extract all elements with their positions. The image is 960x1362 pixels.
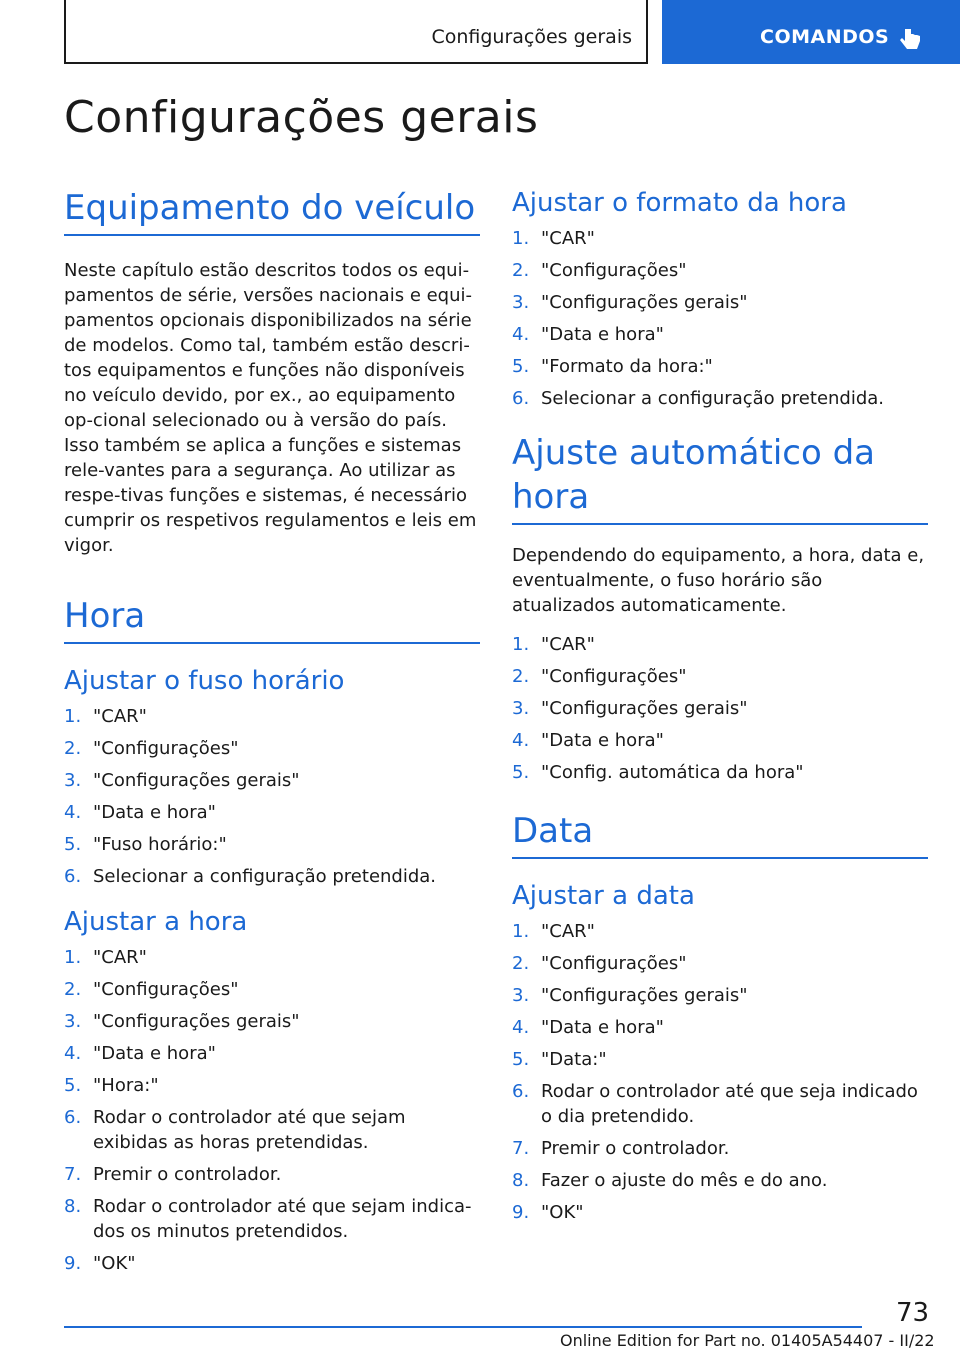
list-item: 4. "Data e hora" bbox=[512, 1017, 664, 1038]
list-item: 8. Rodar o controlador até que sejam indica-dos os minutos pretendidos. bbox=[64, 1196, 472, 1242]
list-item: 3. "Configurações gerais" bbox=[64, 770, 300, 791]
footer-divider bbox=[64, 1326, 862, 1328]
section-title-equipment: Equipamento do veículo bbox=[64, 186, 480, 236]
list-item: 8. Fazer o ajuste do mês e do ano. bbox=[512, 1170, 828, 1191]
set-date-steps bbox=[512, 919, 928, 1225]
header-section-title: Configurações gerais bbox=[431, 26, 632, 48]
list-item: 5. "Fuso horário:" bbox=[64, 834, 227, 855]
list-item: 2. "Configurações" bbox=[512, 953, 687, 974]
list-item: 9. "OK" bbox=[64, 1253, 136, 1274]
list-item: 2. "Configurações" bbox=[64, 738, 239, 759]
right-column bbox=[512, 186, 928, 1232]
list-item: 2. "Configurações" bbox=[64, 979, 239, 1000]
header-chapter-label: COMANDOS bbox=[760, 26, 890, 48]
left-column bbox=[64, 186, 480, 1283]
list-item: 7. Premir o controlador. bbox=[64, 1164, 282, 1185]
section-title-data: Data bbox=[512, 809, 928, 859]
list-item: 6. Selecionar a configuração pretendida. bbox=[64, 866, 437, 887]
section-title-hora: Hora bbox=[64, 594, 480, 644]
auto-time-steps bbox=[512, 632, 928, 785]
list-item: 3. "Configurações gerais" bbox=[512, 698, 748, 719]
list-item: 5. "Config. automática da hora" bbox=[512, 762, 804, 783]
header-section-box bbox=[64, 0, 648, 64]
list-item: 2. "Configurações" bbox=[512, 666, 687, 687]
list-item: 6. Rodar o controlador até que sejam exibidas as horas pretendidas. bbox=[64, 1107, 406, 1153]
header-chapter-tab bbox=[662, 0, 960, 64]
list-item: 4. "Data e hora" bbox=[512, 730, 664, 751]
auto-time-paragraph: Dependendo do equipamento, a hora, data e, eventualmente, o fuso horário são atualizados automaticamente. bbox=[512, 545, 925, 616]
list-item: 4. "Data e hora" bbox=[512, 324, 664, 345]
section-title-auto-time: Ajuste automático da hora bbox=[512, 431, 928, 525]
subtitle-timezone: Ajustar o fuso horário bbox=[64, 666, 345, 696]
equipment-paragraph: Neste capítulo estão descritos todos os equi-pamentos de série, versões nacionais e equi-pamentos opcionais disponibilizados na série de modelos. Como tal, também estão descri-tos equipamentos e funções não disponíveis no veículo devido, por ex., ao equipamento op-cional selecionado ou à versão do país. Isso também se aplica a funções e sistemas rele-vantes para a segurança. Ao utilizar as respe-tivas funções e sistemas, é necessário cumprir os respetivos regulamentos e leis em vigor. bbox=[64, 260, 477, 556]
list-item: 1. "CAR" bbox=[512, 634, 595, 655]
list-item: 1. "CAR" bbox=[64, 706, 147, 727]
timezone-steps bbox=[64, 704, 480, 889]
list-item: 5. "Hora:" bbox=[64, 1075, 159, 1096]
footer-edition-text: Online Edition for Part no. 01405A54407 - II/22 bbox=[560, 1331, 935, 1350]
page-title: Configurações gerais bbox=[64, 92, 539, 143]
list-item: 5. "Data:" bbox=[512, 1049, 607, 1070]
list-item: 3. "Configurações gerais" bbox=[64, 1011, 300, 1032]
list-item: 1. "CAR" bbox=[512, 228, 595, 249]
subtitle-set-date: Ajustar a data bbox=[512, 881, 695, 911]
list-item: 1. "CAR" bbox=[64, 947, 147, 968]
list-item: 6. Rodar o controlador até que seja indicado o dia pretendido. bbox=[512, 1081, 918, 1127]
subtitle-time-format: Ajustar o formato da hora bbox=[512, 188, 847, 218]
set-time-steps bbox=[64, 945, 480, 1276]
subtitle-set-time: Ajustar a hora bbox=[64, 907, 248, 937]
list-item: 9. "OK" bbox=[512, 1202, 584, 1223]
list-item: 3. "Configurações gerais" bbox=[512, 292, 748, 313]
list-item: 3. "Configurações gerais" bbox=[512, 985, 748, 1006]
list-item: 4. "Data e hora" bbox=[64, 1043, 216, 1064]
list-item: 2. "Configurações" bbox=[512, 260, 687, 281]
pointing-hand-icon bbox=[898, 27, 922, 53]
list-item: 6. Selecionar a configuração pretendida. bbox=[512, 388, 885, 409]
list-item: 5. "Formato da hora:" bbox=[512, 356, 713, 377]
time-format-steps bbox=[512, 226, 928, 411]
list-item: 7. Premir o controlador. bbox=[512, 1138, 730, 1159]
list-item: 4. "Data e hora" bbox=[64, 802, 216, 823]
page-number: 73 bbox=[896, 1298, 930, 1328]
list-item: 1. "CAR" bbox=[512, 921, 595, 942]
